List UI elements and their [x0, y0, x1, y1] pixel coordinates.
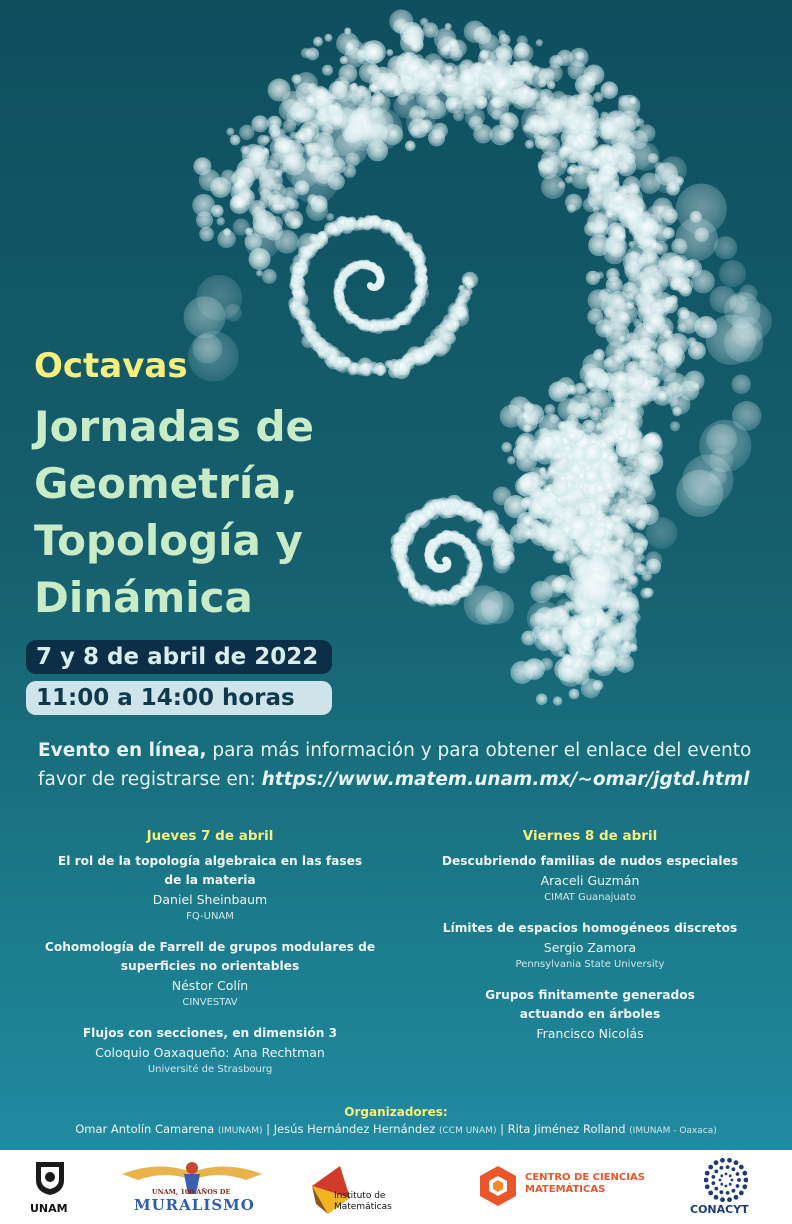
talk-institution: FQ-UNAM [186, 911, 234, 922]
sponsor-logos-bar [0, 1150, 792, 1224]
event-time: 11:00 a 14:00 horas [26, 681, 332, 715]
talk-speaker: Néstor Colín [171, 978, 249, 993]
talk-title: Descubriendo familias de nudos especiales [441, 854, 739, 868]
organizer-name: Rita Jiménez Rolland [507, 1122, 626, 1136]
conacyt-logo-text: CONACYT [690, 1203, 749, 1216]
talk-speaker: Francisco Nicolás [536, 1026, 644, 1041]
registration-text-1: para más información y para obtener el enlace del evento [206, 740, 752, 761]
talk-institution: Université de Strasbourg [147, 1064, 273, 1075]
title-line-3: Topología y [34, 516, 303, 565]
day-label: Jueves 7 de abril [146, 828, 274, 844]
instituto-line-1: Instituto de [334, 1191, 386, 1201]
day-column-thursday [40, 828, 380, 1091]
talk-title: El rol de la topología algebraica en las fases de la materia [57, 854, 363, 887]
muralismo-subtitle: UNAM, 100 AÑOS DE [152, 1188, 231, 1196]
muralismo-logo-text: MURALISMO [134, 1196, 255, 1214]
talk-item [420, 919, 760, 972]
day-column-friday [420, 828, 760, 1057]
edition-label: Octavas [34, 346, 188, 386]
organizers-list [0, 1119, 792, 1141]
instituto-line-2: Matemáticas [334, 1202, 392, 1212]
talk-title: Grupos finitamente generados actuando en árboles [485, 988, 695, 1021]
talk-institution: CIMAT Guanajuato [544, 892, 636, 903]
talk-item [40, 852, 380, 924]
registration-info [38, 736, 778, 794]
organizers-heading: Organizadores: [344, 1105, 448, 1119]
event-title [34, 398, 354, 626]
talk-title: Cohomología de Farrell de grupos modulares de superficies no orientables [44, 940, 376, 973]
conacyt-dots-icon [704, 1158, 748, 1202]
talk-speaker: Sergio Zamora [543, 940, 637, 955]
organizer-affiliation: (CCM UNAM) [439, 1126, 497, 1136]
title-line-1: Jornadas de [34, 402, 315, 451]
separator: | [496, 1122, 508, 1136]
talk-speaker: Araceli Guzmán [540, 873, 640, 888]
registration-link[interactable]: https://www.matem.unam.mx/~omar/jgtd.html [261, 769, 750, 790]
talk-item [40, 938, 380, 1010]
organizers-section [0, 1105, 792, 1141]
organizer-affiliation: (IMUNAM - Oaxaca) [629, 1126, 717, 1136]
talk-speaker: Coloquio Oaxaqueño: Ana Rechtman [95, 1045, 325, 1060]
talk-title: Límites de espacios homogéneos discretos [442, 921, 738, 935]
ccm-line-1: CENTRO DE CIENCIAS [525, 1172, 645, 1183]
talk-speaker: Daniel Sheinbaum [152, 892, 268, 907]
registration-text-2: favor de registrarse en: [38, 769, 262, 790]
talk-item [420, 852, 760, 905]
online-event-label: Evento en línea, [38, 740, 207, 761]
separator: | [262, 1122, 274, 1136]
unam-crest-icon [30, 1160, 70, 1196]
day-label: Viernes 8 de abril [522, 828, 658, 844]
talk-institution: CINVESTAV [182, 997, 238, 1008]
organizer-affiliation: (IMUNAM) [217, 1126, 263, 1136]
title-line-4: Dinámica [34, 573, 253, 622]
unam-logo-text: UNAM [30, 1202, 68, 1215]
title-line-2: Geometría, [34, 459, 298, 508]
talk-item [420, 986, 760, 1043]
organizer-name: Omar Antolín Camarena [75, 1122, 215, 1136]
event-date: 7 y 8 de abril de 2022 [26, 640, 332, 674]
talk-institution: Pennsylvania State University [515, 959, 665, 970]
ccm-line-2: MATEMÁTICAS [525, 1184, 606, 1195]
organizer-name: Jesús Hernández Hernández [273, 1122, 436, 1136]
talk-item [40, 1024, 380, 1077]
ccm-hexagon-icon [476, 1164, 520, 1208]
talk-title: Flujos con secciones, en dimensión 3 [82, 1026, 338, 1040]
